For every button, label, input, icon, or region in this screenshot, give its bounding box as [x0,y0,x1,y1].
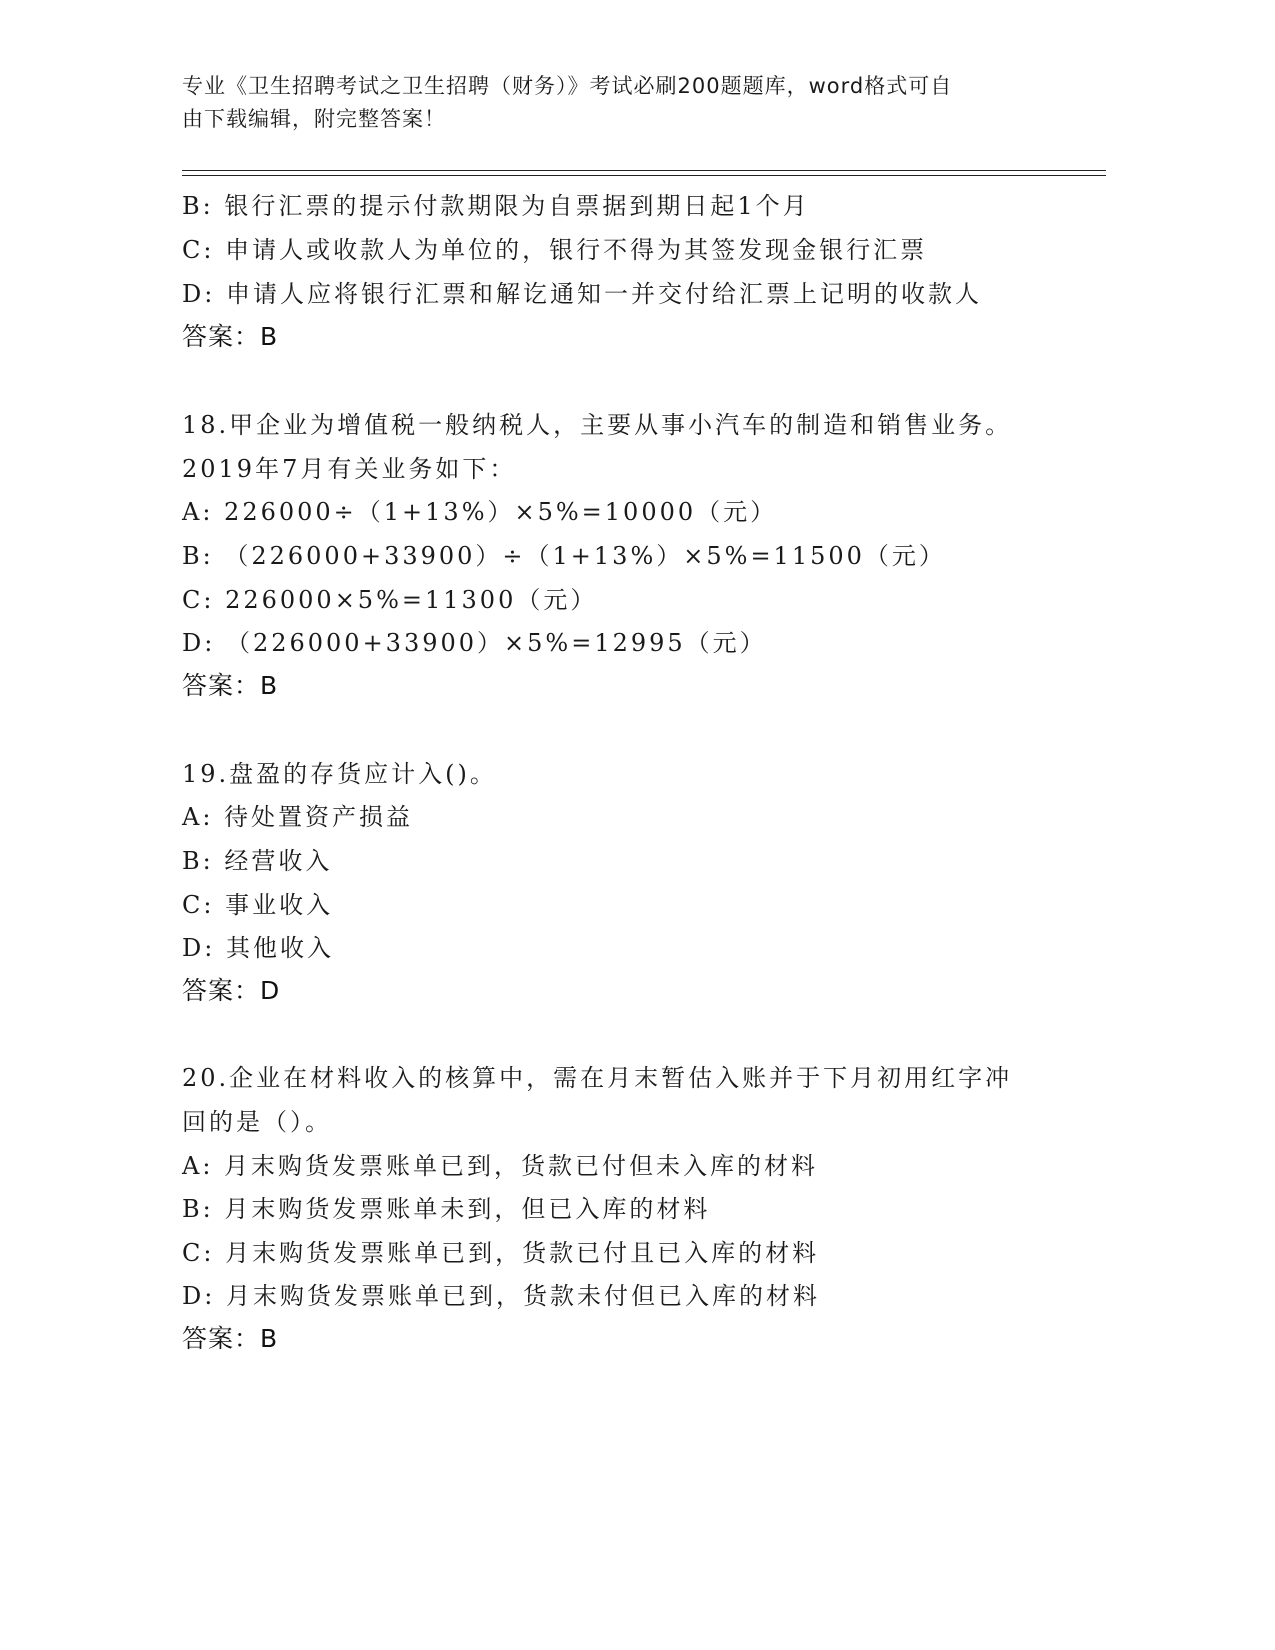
q20-option-d: D: 月末购货发票账单已到，货款未付但已入库的材料 [182,1282,820,1310]
q20-option-a: A: 月末购货发票账单已到，货款已付但未入库的材料 [182,1152,819,1180]
header-rule-bottom [182,175,1106,176]
q18-option-a: A: 226000÷（1+13%）×5%=10000（元） [182,498,778,526]
q19-option-d: D: 其他收入 [182,934,334,962]
q17-option-b: B: 银行汇票的提示付款期限为自票据到期日起1个月 [182,192,810,220]
q18-option-b: B: （226000+33900）÷（1+13%）×5%=11500（元） [182,542,946,570]
q20-question-line-2: 回的是（）。 [182,1108,332,1136]
q18-option-c: C: 226000×5%=11300（元） [182,586,598,614]
header-text [182,70,1042,136]
q20-answer: 答案：B [182,1324,279,1353]
q20-option-b: B: 月末购货发票账单未到，但已入库的材料 [182,1195,711,1223]
q18-answer: 答案：B [182,671,279,700]
q18-question-line-2: 2019年7月有关业务如下： [182,455,517,483]
q17-option-c: C: 申请人或收款人为单位的，银行不得为其签发现金银行汇票 [182,236,928,264]
q19-option-b: B: 经营收入 [182,847,333,875]
q17-answer: 答案：B [182,322,279,351]
q18-question-line-1: 18.甲企业为增值税一般纳税人，主要从事小汽车的制造和销售业务。 [182,411,1013,439]
q19-option-a: A: 待处置资产损益 [182,803,414,831]
q18-option-d: D: （226000+33900）×5%=12995（元） [182,629,767,657]
q19-option-c: C: 事业收入 [182,891,334,919]
q20-option-c: C: 月末购货发票账单已到，货款已付且已入库的材料 [182,1239,820,1267]
header-rule-top [182,170,1106,171]
q20-question-line-1: 20.企业在材料收入的核算中，需在月末暂估入账并于下月初用红字冲 [182,1064,1013,1092]
q19-question-line-1: 19.盘盈的存货应计入()。 [182,760,497,788]
q17-option-d: D: 申请人应将银行汇票和解讫通知一并交付给汇票上记明的收款人 [182,280,982,308]
header-line-1: 专业《卫生招聘考试之卫生招聘（财务）》考试必刷200题题库，word格式可自 [182,74,953,98]
q19-answer: 答案：D [182,976,281,1005]
header-line-2: 由下载编辑，附完整答案！ [182,107,446,131]
